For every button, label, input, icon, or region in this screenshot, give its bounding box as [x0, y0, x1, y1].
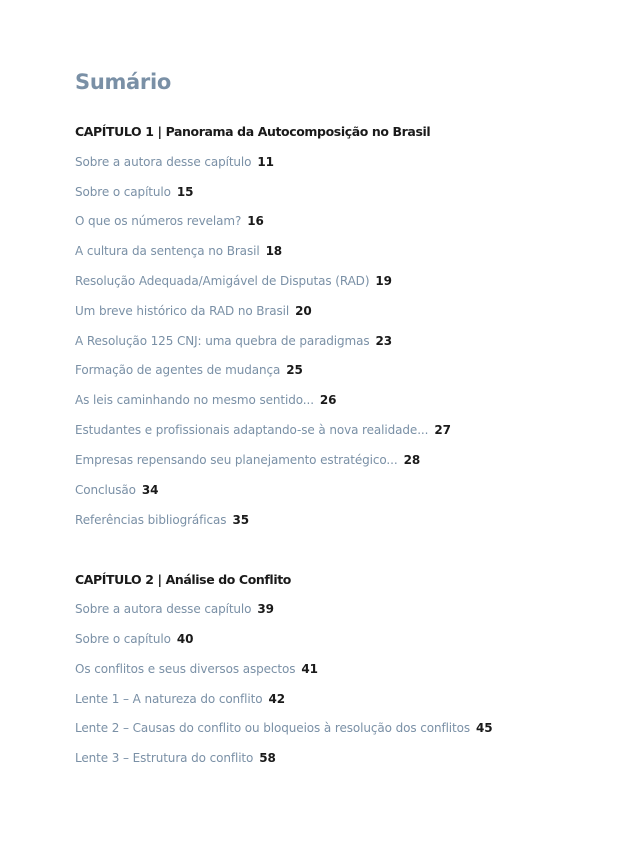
toc-entry-page: 34: [141, 483, 159, 497]
toc-entry[interactable]: [75, 751, 276, 765]
toc-entry-page: 45: [476, 721, 493, 735]
toc-entry-page: 15: [176, 185, 194, 199]
toc-entry-page: 25: [286, 363, 303, 377]
toc-entry-page: 40: [176, 632, 194, 646]
toc-entry-page: 35: [232, 513, 249, 527]
toc-entry[interactable]: [75, 334, 392, 348]
toc-entry[interactable]: [75, 155, 274, 169]
toc-entry[interactable]: [75, 453, 420, 467]
toc-entry-page: 23: [375, 334, 393, 348]
toc-entry-label: Resolução Adequada/Amigável de Disputas (RAD): [75, 274, 370, 288]
toc-entry-label: A cultura da sentença no Brasil: [75, 244, 260, 258]
toc-entry[interactable]: [75, 244, 282, 258]
toc-entry-label: Formação de agentes de mudança: [75, 363, 281, 377]
toc-entry[interactable]: [75, 692, 285, 706]
toc-entry-label: Os conflitos e seus diversos aspectos: [75, 662, 296, 676]
toc-entry[interactable]: [75, 632, 193, 646]
toc-entry-label: Sobre o capítulo: [75, 185, 171, 199]
toc-entry-page: 16: [247, 214, 264, 228]
toc-entry-label: Sobre a autora desse capítulo: [75, 155, 252, 169]
toc-entry-page: 20: [295, 304, 312, 318]
toc-entry-label: Sobre o capítulo: [75, 632, 171, 646]
toc-entry-label: Estudantes e profissionais adaptando-se à nova realidade...: [75, 423, 429, 437]
toc-entry-label: Lente 3 – Estrutura do conflito: [75, 751, 254, 765]
toc-entry-page: 42: [268, 692, 285, 706]
toc-entry-label: Um breve histórico da RAD no Brasil: [75, 304, 290, 318]
toc-entry-label: Sobre a autora desse capítulo: [75, 602, 252, 616]
toc-entry-page: 19: [375, 274, 392, 288]
toc-entry-page: 58: [259, 751, 276, 765]
toc-entry-page: 39: [257, 602, 274, 616]
toc-entry-page: 27: [434, 423, 451, 437]
toc-entry[interactable]: [75, 274, 392, 288]
toc-entry[interactable]: [75, 513, 249, 527]
toc-entry-label: Lente 2 – Causas do conflito ou bloqueios à resolução dos conflitos: [75, 721, 471, 735]
toc-entry[interactable]: [75, 185, 193, 199]
toc-entry-page: 28: [403, 453, 421, 467]
toc-entry[interactable]: [75, 393, 336, 407]
toc-entry[interactable]: [75, 363, 303, 377]
toc-entry[interactable]: [75, 662, 318, 676]
toc-entry-label: Lente 1 – A natureza do conflito: [75, 692, 263, 706]
toc-entry-label: O que os números revelam?: [75, 214, 242, 228]
chapter-2-heading: CAPÍTULO 2 | Análise do Conflito: [75, 572, 291, 587]
toc-entry[interactable]: [75, 423, 451, 437]
toc-entry-page: 11: [257, 155, 274, 169]
toc-entry-label: Conclusão: [75, 483, 136, 497]
toc-entry[interactable]: [75, 602, 274, 616]
page-title: Sumário: [75, 70, 172, 94]
toc-entry-label: As leis caminhando no mesmo sentido...: [75, 393, 314, 407]
toc-entry[interactable]: [75, 214, 264, 228]
toc-entry-label: Empresas repensando seu planejamento estratégico...: [75, 453, 398, 467]
toc-entry-label: A Resolução 125 CNJ: uma quebra de paradigmas: [75, 334, 370, 348]
toc-entry-page: 41: [301, 662, 318, 676]
chapter-1-heading: CAPÍTULO 1 | Panorama da Autocomposição no Brasil: [75, 124, 431, 139]
toc-entry[interactable]: [75, 304, 312, 318]
toc-entry-page: 18: [265, 244, 283, 258]
toc-entry-page: 26: [319, 393, 337, 407]
toc-entry[interactable]: [75, 721, 493, 735]
toc-entry[interactable]: [75, 483, 158, 497]
toc-entry-label: Referências bibliográficas: [75, 513, 227, 527]
